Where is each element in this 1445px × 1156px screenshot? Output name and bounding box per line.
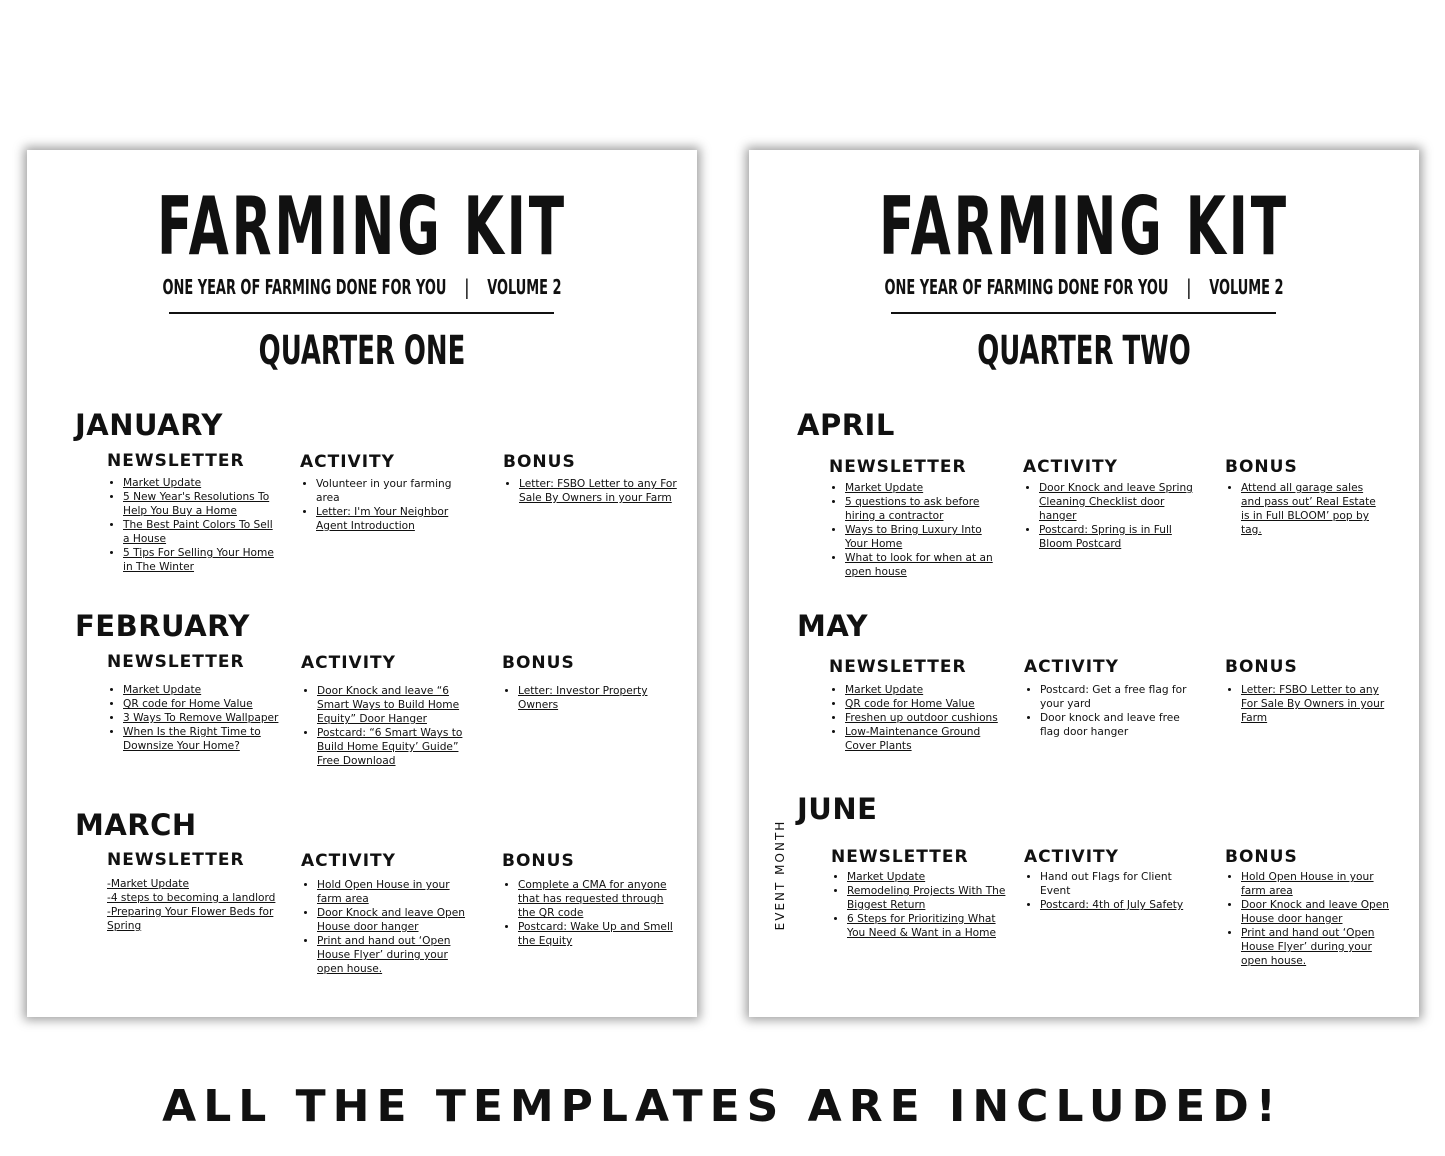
list-item: • Hand out Flags for Client Event (1040, 870, 1199, 898)
list-item[interactable]: • Market Update (845, 481, 1004, 495)
list-item[interactable]: • Hold Open House in your farm area (317, 878, 476, 906)
list-item: • Volunteer in your farming area (316, 477, 475, 505)
february-activity (301, 653, 476, 768)
list-item[interactable]: • Low-Maintenance Ground Cover Plants (845, 725, 1004, 753)
april-bonus (1225, 457, 1385, 537)
bonus-heading: BONUS (503, 452, 576, 472)
january-activity (300, 452, 475, 533)
list-item[interactable]: • Door Knock and leave “6 Smart Ways to Build Home Equity” Door Hanger (317, 684, 476, 726)
list-item[interactable]: • Letter: Investor Property Owners (518, 684, 677, 712)
newsletter-heading: NEWSLETTER (107, 451, 245, 471)
quarter-heading: QUARTER ONE (258, 328, 466, 374)
list-item[interactable]: • Market Update (847, 870, 1006, 884)
list-item[interactable]: • 5 Tips For Selling Your Home in The Winter (123, 546, 282, 574)
bonus-heading: BONUS (1225, 657, 1298, 677)
june-activity (1024, 847, 1199, 912)
bonus-heading: BONUS (1225, 847, 1298, 867)
page-subtitle: ONE YEAR OF FARMING DONE FOR YOU | VOLUME 2 (162, 275, 562, 299)
list-item[interactable]: • Door Knock and leave Open House door hanger (1241, 898, 1390, 926)
newsletter-line[interactable]: -Preparing Your Flower Beds for Spring (107, 906, 274, 932)
newsletter-line[interactable]: -4 steps to becoming a landlord (107, 892, 276, 904)
list-item[interactable]: • Hold Open House in your farm area (1241, 870, 1390, 898)
january-bonus (503, 452, 678, 505)
activity-heading: ACTIVITY (300, 452, 395, 472)
march-newsletter (107, 850, 282, 933)
bonus-heading: BONUS (1225, 457, 1298, 477)
may-newsletter (829, 657, 1004, 753)
newsletter-heading: NEWSLETTER (107, 850, 245, 870)
title-divider (891, 312, 1276, 314)
list-item[interactable]: • Attend all garage sales and pass out’ Real Estate is in Full BLOOM’ pop by tag. (1241, 481, 1385, 537)
activity-heading: ACTIVITY (1024, 847, 1119, 867)
list-item[interactable]: • Ways to Bring Luxury Into Your Home (845, 523, 1004, 551)
month-june: JUNE (797, 792, 878, 826)
list-item[interactable]: • Complete a CMA for anyone that has requested through the QR code (518, 878, 677, 920)
list-item[interactable]: • 5 New Year's Resolutions To Help You Buy a Home (123, 490, 282, 518)
activity-heading: ACTIVITY (1024, 657, 1119, 677)
february-newsletter (107, 652, 282, 753)
march-activity (301, 851, 476, 976)
footer-banner: ALL THE TEMPLATES ARE INCLUDED! (162, 1081, 1283, 1132)
list-item[interactable]: • Postcard: 4th of July Safety (1040, 898, 1199, 912)
quarter-heading: QUARTER TWO (977, 328, 1191, 374)
bonus-heading: BONUS (502, 653, 575, 673)
list-item[interactable]: • QR code for Home Value (123, 697, 282, 711)
january-newsletter (107, 451, 282, 574)
newsletter-heading: NEWSLETTER (831, 847, 969, 867)
june-bonus (1225, 847, 1390, 968)
list-item[interactable]: • Postcard: Spring is in Full Bloom Postcard (1039, 523, 1198, 551)
list-item: • Postcard: Get a free flag for your yard (1040, 683, 1199, 711)
activity-heading: ACTIVITY (1023, 457, 1118, 477)
page-title: FARMING KIT (878, 180, 1290, 273)
list-item[interactable]: • Market Update (123, 476, 282, 490)
month-february: FEBRUARY (75, 609, 250, 643)
april-activity (1023, 457, 1198, 551)
activity-heading: ACTIVITY (301, 653, 396, 673)
list-item[interactable]: • Door Knock and leave Open House door hanger (317, 906, 476, 934)
list-item[interactable]: • Letter: FSBO Letter to any For Sale By Owners in your Farm (1241, 683, 1390, 725)
month-march: MARCH (75, 808, 197, 842)
list-item[interactable]: • Market Update (123, 683, 282, 697)
month-january: JANUARY (75, 408, 223, 442)
newsletter-line[interactable]: -Market Update (107, 878, 189, 890)
title-divider (169, 312, 554, 314)
june-newsletter (831, 847, 1006, 940)
march-bonus (502, 851, 677, 948)
list-item[interactable]: • 5 questions to ask before hiring a contractor (845, 495, 1004, 523)
list-item[interactable]: • Print and hand out ‘Open House Flyer’ during your open house. (1241, 926, 1390, 968)
list-item[interactable]: • When Is the Right Time to Downsize Your Home? (123, 725, 282, 753)
month-april: APRIL (797, 408, 895, 442)
list-item[interactable]: • Freshen up outdoor cushions (845, 711, 1004, 725)
activity-heading: ACTIVITY (301, 851, 396, 871)
may-bonus (1225, 657, 1390, 725)
list-item[interactable]: • What to look for when at an open house (845, 551, 1004, 579)
list-item[interactable]: • Letter: FSBO Letter to any For Sale By Owners in your Farm (519, 477, 678, 505)
list-item[interactable]: • Letter: I'm Your Neighbor Agent Introduction (316, 505, 475, 533)
list-item[interactable]: • Print and hand out ‘Open House Flyer’ during your open house. (317, 934, 476, 976)
may-activity (1024, 657, 1199, 739)
list-item[interactable]: • 3 Ways To Remove Wallpaper (123, 711, 282, 725)
february-bonus (502, 653, 677, 712)
newsletter-heading: NEWSLETTER (107, 652, 245, 672)
page-title: FARMING KIT (156, 180, 568, 273)
quarter-two-page (749, 150, 1419, 1017)
list-item[interactable]: • 6 Steps for Prioritizing What You Need & Want in a Home (847, 912, 1006, 940)
list-item[interactable]: • Market Update (845, 683, 1004, 697)
april-newsletter (829, 457, 1004, 579)
bonus-heading: BONUS (502, 851, 575, 871)
list-item[interactable]: • Door Knock and leave Spring Cleaning Checklist door hanger (1039, 481, 1198, 523)
list-item: • Door knock and leave free flag door hanger (1040, 711, 1199, 739)
list-item[interactable]: • The Best Paint Colors To Sell a House (123, 518, 282, 546)
month-may: MAY (797, 609, 869, 643)
event-month-label: EVENT MONTH (773, 819, 787, 931)
list-item[interactable]: • Postcard: Wake Up and Smell the Equity (518, 920, 677, 948)
newsletter-heading: NEWSLETTER (829, 457, 967, 477)
list-item[interactable]: • Postcard: “6 Smart Ways to Build Home Equity’ Guide” Free Download (317, 726, 476, 768)
page-subtitle: ONE YEAR OF FARMING DONE FOR YOU | VOLUME 2 (884, 275, 1284, 299)
newsletter-heading: NEWSLETTER (829, 657, 967, 677)
list-item[interactable]: • QR code for Home Value (845, 697, 1004, 711)
quarter-one-page (27, 150, 697, 1017)
list-item[interactable]: • Remodeling Projects With The Biggest Return (847, 884, 1006, 912)
